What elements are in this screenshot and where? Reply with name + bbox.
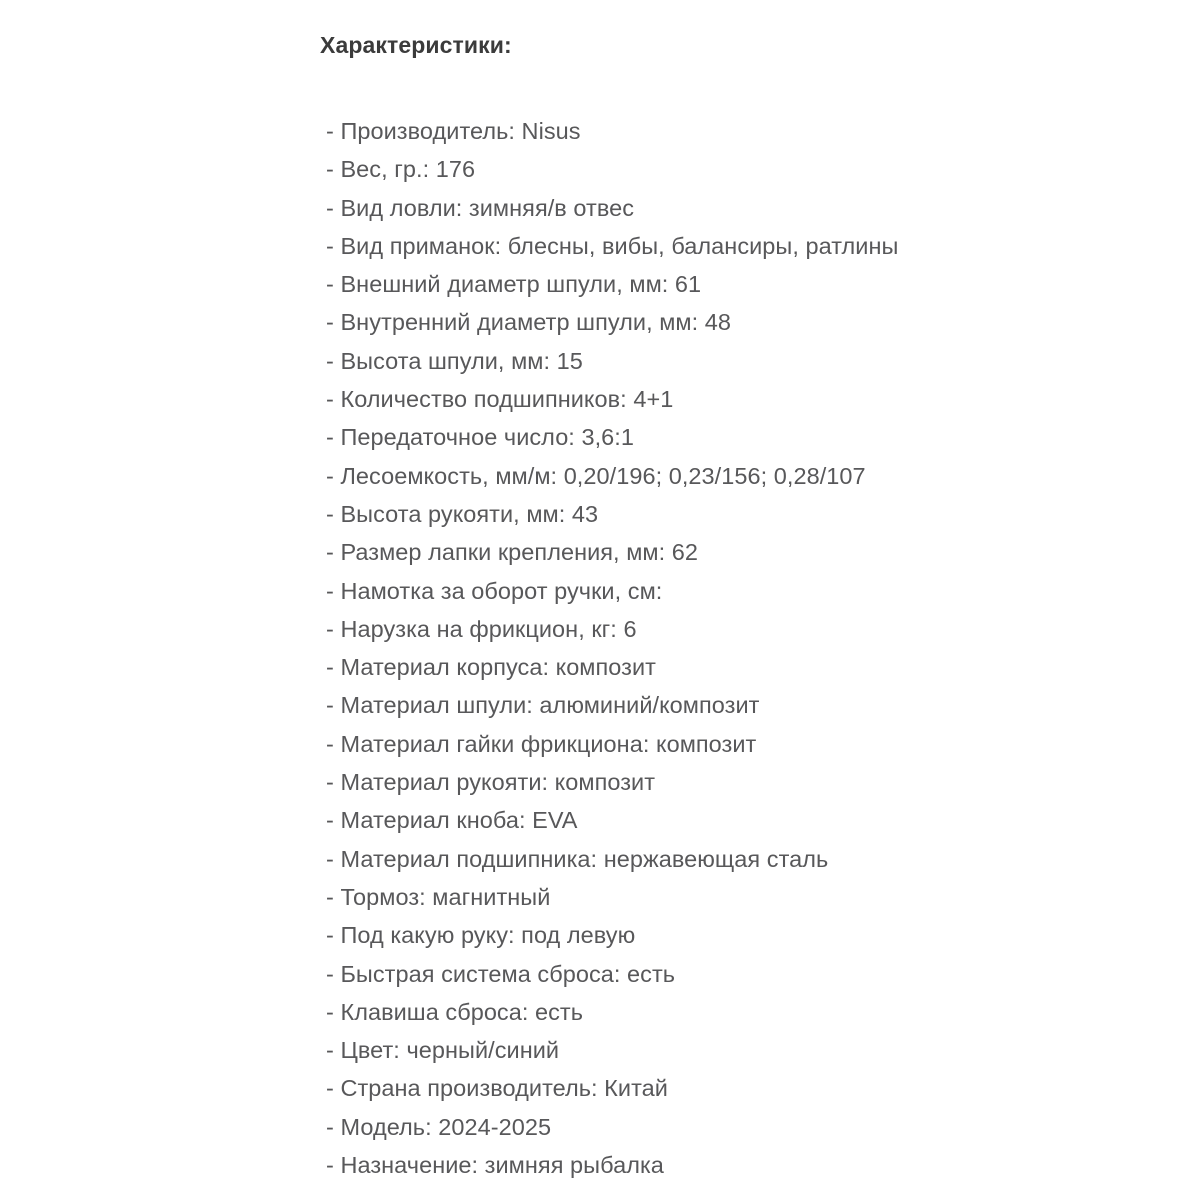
- spec-item-text: - Производитель: Nisus: [326, 118, 581, 144]
- spec-item-text: - Материал подшипника: нержавеющая сталь: [326, 845, 829, 872]
- spec-list-item: [326, 955, 1076, 993]
- spec-list-item: [326, 418, 1076, 456]
- spec-item-text: - Материал кноба: EVA: [326, 807, 578, 834]
- spec-list-item: [326, 763, 1076, 801]
- spec-item-text: - Вес, гр.: 176: [326, 156, 476, 183]
- spec-list-item: [326, 189, 1076, 227]
- spec-item-text: - Материал рукояти: композит: [326, 769, 656, 796]
- spec-list-item: [326, 1108, 1076, 1146]
- spec-item-text: - Передаточное число: 3,6:1: [326, 424, 634, 451]
- spec-list-item: [326, 993, 1076, 1031]
- spec-list-item: [326, 380, 1076, 418]
- spec-item-text: - Высота шпули, мм: 15: [326, 347, 583, 374]
- spec-list-item: [326, 878, 1076, 916]
- spec-list-item: [326, 1146, 1076, 1184]
- spec-item-text: - Вид приманок: блесны, вибы, балансиры, ратлины: [326, 232, 899, 259]
- spec-item-text: - Нарузка на фрикцион, кг: 6: [326, 615, 637, 642]
- spec-list-item: [326, 457, 1076, 495]
- spec-list-item: [326, 495, 1076, 533]
- spec-list-item: [326, 1031, 1076, 1069]
- spec-list-item: [326, 916, 1076, 954]
- spec-list-item: [326, 648, 1076, 686]
- spec-list-item: [326, 572, 1076, 610]
- spec-list-item: [326, 686, 1076, 724]
- spec-item-text: - Модель: 2024-2025: [326, 1113, 552, 1140]
- spec-item-text: - Страна производитель: Китай: [326, 1075, 668, 1102]
- spec-list-item: [326, 265, 1076, 303]
- spec-item-text: - Назначение: зимняя рыбалка: [326, 1152, 664, 1179]
- spec-item-text: - Внутренний диаметр шпули, мм: 48: [326, 309, 732, 336]
- spec-list-item: [326, 610, 1076, 648]
- spec-item-text: - Высота рукояти, мм: 43: [326, 500, 599, 527]
- spec-list-item: [326, 112, 1076, 150]
- spec-item-text: - Под какую руку: под левую: [326, 922, 636, 949]
- spec-list-item: [326, 150, 1076, 188]
- spec-list-item: [326, 533, 1076, 571]
- spec-list-item: [326, 801, 1076, 839]
- spec-list-item: [326, 342, 1076, 380]
- specifications-block: [320, 30, 1080, 1179]
- spec-list-item: [326, 227, 1076, 265]
- spec-item-text: - Материал корпуса: композит: [326, 654, 656, 681]
- spec-item-text: - Размер лапки крепления, мм: 62: [326, 539, 699, 566]
- spec-item-text: - Намотка за оборот ручки, см:: [326, 577, 663, 604]
- spec-list-item: [326, 303, 1076, 341]
- spec-list-item: [326, 840, 1076, 878]
- specifications-heading: Характеристики:: [320, 32, 512, 58]
- spec-item-text: - Клавиша сброса: есть: [326, 998, 584, 1025]
- spec-item-text: - Тормоз: магнитный: [326, 883, 551, 910]
- spec-item-text: - Лесоемкость, мм/м: 0,20/196; 0,23/156; 0,28/107: [326, 462, 866, 489]
- spec-list-item: [326, 1069, 1076, 1107]
- spec-item-text: - Материал шпули: алюминий/композит: [326, 692, 760, 719]
- spec-item-text: - Цвет: черный/синий: [326, 1037, 560, 1064]
- spec-item-text: - Быстрая система сброса: есть: [326, 960, 676, 987]
- specifications-list: [326, 112, 1076, 1184]
- spec-item-text: - Вид ловли: зимняя/в отвес: [326, 194, 635, 221]
- spec-item-text: - Количество подшипников: 4+1: [326, 386, 674, 413]
- spec-list-item: [326, 725, 1076, 763]
- spec-item-text: - Внешний диаметр шпули, мм: 61: [326, 271, 702, 298]
- spec-item-text: - Материал гайки фрикциона: композит: [326, 730, 757, 757]
